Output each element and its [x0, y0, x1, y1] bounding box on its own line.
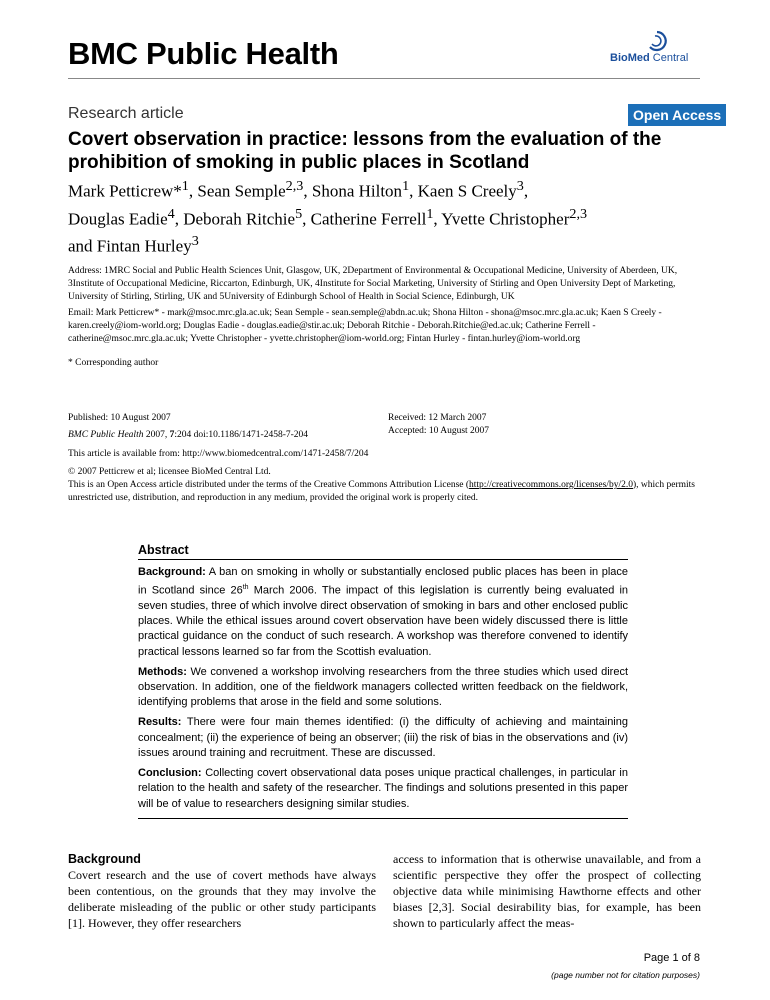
citation: BMC Public Health 2007, 7:204 doi:10.1186/1471-2458-7-204	[68, 430, 309, 440]
publication-info	[68, 412, 378, 442]
header-divider	[68, 78, 700, 79]
accepted-date: Accepted: 10 August 2007	[388, 426, 490, 436]
corresponding-author-note: * Corresponding author	[68, 358, 159, 368]
abstract-heading: Abstract	[138, 543, 189, 557]
logo-bio: Bio	[610, 52, 628, 64]
affiliations: Address: 1MRC Social and Public Health Sciences Unit, Glasgow, UK, 2Department of Environmental & Occupational Medicine, University of Aberdeen, UK, 3Institute of Occupational Medicine, Riccarton, Edinburgh, UK, 4Institute for Social Marketing, University of Stirling and Open University Dept of Marketing, University of Stirling, Stirling, UK and 5University of Edinburgh School of Health in Social Science, Edinburgh, UK	[68, 266, 678, 302]
article-type: Research article	[68, 105, 184, 122]
body-column-left	[68, 851, 376, 931]
author-emails: Email: Mark Petticrew* - mark@msoc.mrc.gla.ac.uk; Sean Semple - sean.semple@abdn.ac.uk; Shona Hilton - shona@msoc.mrc.gla.ac.uk; Kaen S Creely - karen.creely@iom-world.org; Douglas Eadie - douglas.eadie@stir.ac.uk; Deborah Ritchie - Deborah.Ritchie@ed.ac.uk; Catherine Ferrell - catherine@msoc.mrc.gla.ac.uk; Yvette Christopher - yvette.christopher@iom-world.org; Fintan Hurley - fintan.hurley@iom-world.org	[68, 308, 662, 344]
logo-swirl-icon	[642, 30, 672, 52]
article-title: Covert observation in practice: lessons from the evaluation of the prohibition of smoking in public places in Scotland	[68, 129, 662, 173]
logo-med: Med	[627, 52, 650, 64]
background-text-left: Covert research and the use of covert methods have always been contentious, on the grounds that they may involve the deliberate misleading of the public or other study participants [1]. However, they offer researchers	[68, 868, 376, 930]
background-heading: Background	[68, 852, 141, 866]
received-date: Received: 12 March 2007	[388, 413, 487, 423]
copyright: © 2007 Petticrew et al; licensee BioMed Central Ltd.	[68, 467, 271, 477]
review-dates	[388, 412, 588, 438]
abstract-results: Results: There were four main themes identified: (i) the difficulty of achieving and maintaining concealment; (ii) the experience of being an observer; (iii) the risk of bias in the observations and (iv) issues around training and recruitment. These are discussed.	[138, 716, 628, 759]
abstract-background: Background: A ban on smoking in wholly or substantially enclosed public places has been in place in Scotland since 26th March 2006. The impact of this legislation is currently being evaluated in seven studies, three of which involve direct observation of smoking in bars and other enclosed public places. While the ethical issues around covert observation have been widely discussed there is little practical guidance on the conduct of such research. A workshop was therefore convened to identify practical lessons learned so far from the Scottish evaluation.	[138, 566, 629, 658]
biomed-central-logo	[610, 30, 705, 70]
article-url[interactable]: This article is available from: http://www.biomedcentral.com/1471-2458/7/204	[68, 449, 369, 459]
page-number: Page 1 of 8	[643, 952, 700, 964]
open-access-badge: Open Access	[628, 104, 726, 126]
page-number-note: (page number not for citation purposes)	[551, 970, 700, 980]
abstract-section	[138, 543, 628, 819]
abstract-methods: Methods: We convened a workshop involving researchers from the three studies which used direct observation. In addition, one of the fieldwork managers collected written feedback on the fieldwork, identifying problems that arose in the field and some solutions.	[138, 665, 628, 709]
background-text-right: access to information that is otherwise unavailable, and from a scientific perspective they offer the prospect of collecting objective data while minimising Hawthorne effects and other biases [2,3]. Social desirability bias, for example, has been shown to particularly affect the meas-	[393, 852, 701, 930]
author-list: Mark Petticrew*$^1$, Sean Semple$^{2,3}$, Shona Hilton$^1$, Kaen S Creely$^3$, Douglas Eadie$^4$, Deborah Ritchie$^5$, Catherine Ferrell$^1$, Yvette Christopher$^{2,3}$ and Fintan Hurley$^3$	[68, 178, 588, 256]
abstract-bottom-rule	[138, 818, 628, 819]
journal-title: BMC Public Health	[68, 36, 339, 71]
licence-link[interactable]: http://creativecommons.org/licenses/by/2.0	[469, 480, 633, 490]
body-column-right	[393, 851, 701, 931]
abstract-top-rule	[138, 559, 628, 560]
abstract-conclusion: Conclusion: Collecting covert observational data poses unique practical challenges, in particular in relation to the health and safety of the researcher. The findings and solutions presented in this paper will be of value to researchers designing similar studies.	[138, 767, 628, 810]
published-date: Published: 10 August 2007	[68, 413, 171, 423]
logo-central: Central	[652, 52, 689, 64]
licence-statement: © 2007 Petticrew et al; licensee BioMed Central Ltd. This is an Open Access article distributed under the terms of the Creative Commons Attribution License (http://creativecommons.org/licenses/by/2.0), which permits unrestricted use, distribution, and reproduction in any medium, provided the original work is properly cited.	[68, 466, 703, 505]
